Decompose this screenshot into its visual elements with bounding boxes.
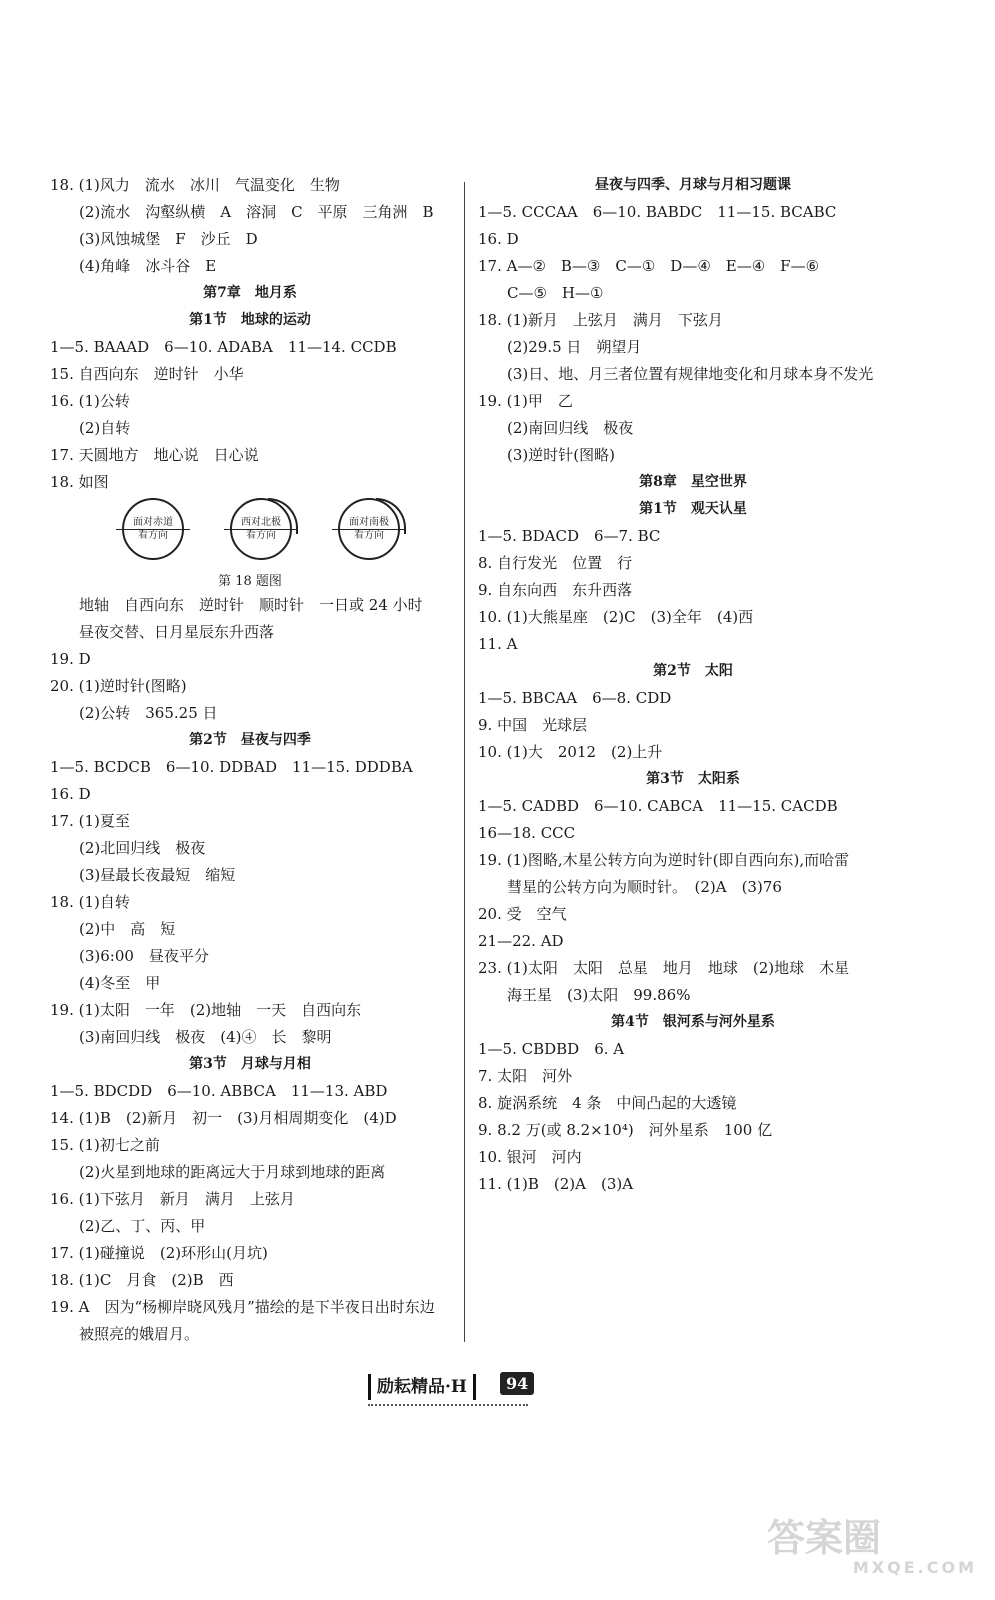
answer-line: 19. (1)图略,木星公转方向为逆时针(即自西向东),而哈雷 bbox=[478, 851, 850, 869]
answer-line: 16. D bbox=[478, 230, 519, 248]
answer-line: 1—5. CBDBD 6. A bbox=[478, 1040, 625, 1058]
answer-line: 1—5. BAAAD 6—10. ADABA 11—14. CCDB bbox=[50, 338, 397, 356]
watermark-title: 答案圈 bbox=[767, 1516, 882, 1560]
answer-line: 19. D bbox=[50, 650, 91, 668]
section-heading: 第7章 地月系 bbox=[203, 285, 297, 301]
circle-south-pole: 面对南极 看方向 bbox=[338, 498, 400, 560]
watermark-logo bbox=[767, 1518, 977, 1578]
section-heading: 第3节 太阳系 bbox=[646, 771, 740, 787]
answer-line: (3)南回归线 极夜 (4)④ 长 黎明 bbox=[79, 1028, 332, 1046]
answer-line: 17. (1)碰撞说 (2)环形山(月坑) bbox=[50, 1244, 268, 1262]
circle-equator: 面对赤道 看方向 bbox=[122, 498, 184, 560]
answer-line: 17. (1)夏至 bbox=[50, 812, 130, 830]
section-heading: 第2节 太阳 bbox=[653, 663, 733, 679]
answer-line: 9. 8.2 万(或 8.2×10⁴) 河外星系 100 亿 bbox=[478, 1121, 773, 1139]
answer-line: 18. (1)自转 bbox=[50, 893, 130, 911]
footer-rule bbox=[368, 1404, 528, 1406]
answer-line: 18. (1)新月 上弦月 满月 下弦月 bbox=[478, 311, 723, 329]
answer-line: (2)北回归线 极夜 bbox=[79, 839, 206, 857]
answer-line: 1—5. BDCDD 6—10. ABBCA 11—13. ABD bbox=[50, 1082, 388, 1100]
answer-line: 21—22. AD bbox=[478, 932, 564, 950]
rotation-diagram bbox=[50, 496, 450, 572]
answer-line: C—⑤ H—① bbox=[507, 284, 604, 302]
answer-line: 18. 如图 bbox=[50, 473, 109, 491]
section-heading: 第8章 星空世界 bbox=[639, 474, 747, 490]
answer-line: 18. (1)风力 流水 冰川 气温变化 生物 bbox=[50, 176, 340, 194]
answer-line: (4)冬至 甲 bbox=[79, 974, 161, 992]
answer-line: (3)6:00 昼夜平分 bbox=[79, 947, 209, 965]
answer-line: 15. (1)初七之前 bbox=[50, 1136, 160, 1154]
answer-line: (2)乙、丁、丙、甲 bbox=[79, 1217, 206, 1235]
answer-line: 1—5. BBCAA 6—8. CDD bbox=[478, 689, 672, 707]
answer-line: 16—18. CCC bbox=[478, 824, 576, 842]
answer-line: 彗星的公转方向为顺时针。 (2)A (3)76 bbox=[507, 878, 782, 896]
answer-line: 17. A—② B—③ C—① D—④ E—④ F—⑥ bbox=[478, 257, 820, 275]
circle-north-pole: 西对北极 看方向 bbox=[230, 498, 292, 560]
answer-line: 10. 银河 河内 bbox=[478, 1148, 582, 1166]
answer-line: 9. 中国 光球层 bbox=[478, 716, 588, 734]
answer-line: (2)公转 365.25 日 bbox=[79, 704, 218, 722]
watermark-url: MXQE.COM bbox=[852, 1558, 977, 1577]
answer-line: 19. A 因为“杨柳岸晓风残月”描绘的是下半夜日出时东边 bbox=[50, 1298, 435, 1316]
section-heading: 第1节 观天认星 bbox=[639, 501, 747, 517]
page-number: 94 bbox=[500, 1372, 534, 1395]
answer-line: (2)火星到地球的距离远大于月球到地球的距离 bbox=[79, 1163, 386, 1181]
answer-line: 海王星 (3)太阳 99.86% bbox=[507, 986, 691, 1004]
answer-line: 7. 太阳 河外 bbox=[478, 1067, 573, 1085]
section-heading: 第4节 银河系与河外星系 bbox=[611, 1014, 775, 1030]
answer-line: 19. (1)甲 乙 bbox=[478, 392, 573, 410]
answer-line: (4)角峰 冰斗谷 E bbox=[79, 257, 217, 275]
answer-line: 23. (1)太阳 太阳 总星 地月 地球 (2)地球 木星 bbox=[478, 959, 850, 977]
answer-line: (2)南回归线 极夜 bbox=[507, 419, 634, 437]
diagram-caption: 第 18 题图 bbox=[218, 574, 282, 589]
answer-line: 被照亮的娥眉月。 bbox=[79, 1325, 200, 1343]
answer-line: 20. (1)逆时针(图略) bbox=[50, 677, 187, 695]
answer-line: 15. 自西向东 逆时针 小华 bbox=[50, 365, 244, 383]
answer-line: 1—5. BCDCB 6—10. DDBAD 11—15. DDDBA bbox=[50, 758, 413, 776]
answer-line: 10. (1)大 2012 (2)上升 bbox=[478, 743, 663, 761]
answer-line: 昼夜交替、日月星辰东升西落 bbox=[79, 623, 275, 641]
answer-line: 20. 受 空气 bbox=[478, 905, 567, 923]
answer-line: 8. 旋涡系统 4 条 中间凸起的大透镜 bbox=[478, 1094, 737, 1112]
left-answers-bottom bbox=[50, 592, 450, 1348]
answer-line: 1—5. CADBD 6—10. CABCA 11—15. CACDB bbox=[478, 797, 838, 815]
answer-line: 10. (1)大熊星座 (2)C (3)全年 (4)西 bbox=[478, 608, 754, 626]
section-heading: 第3节 月球与月相 bbox=[189, 1056, 311, 1072]
answer-line: (3)昼最长夜最短 缩短 bbox=[79, 866, 236, 884]
right-column bbox=[478, 172, 908, 1198]
answer-line: 11. (1)B (2)A (3)A bbox=[478, 1175, 634, 1193]
left-answers-top bbox=[50, 172, 450, 496]
answer-line: (3)逆时针(图略) bbox=[507, 446, 615, 464]
answer-line: (2)中 高 短 bbox=[79, 920, 176, 938]
answer-line: 19. (1)太阳 一年 (2)地轴 一天 自西向东 bbox=[50, 1001, 362, 1019]
answer-line: (3)风蚀城堡 F 沙丘 D bbox=[79, 230, 258, 248]
answer-line: (2)自转 bbox=[79, 419, 131, 437]
section-heading: 第1节 地球的运动 bbox=[189, 312, 311, 328]
section-heading: 第2节 昼夜与四季 bbox=[189, 732, 311, 748]
answer-line: 9. 自东向西 东升西落 bbox=[478, 581, 633, 599]
answer-line: 1—5. BDACD 6—7. BC bbox=[478, 527, 661, 545]
answer-line: 16. D bbox=[50, 785, 91, 803]
answer-line: 16. (1)公转 bbox=[50, 392, 130, 410]
answer-line: 11. A bbox=[478, 635, 518, 653]
section-heading: 昼夜与四季、月球与月相习题课 bbox=[595, 177, 791, 193]
answer-line: 16. (1)下弦月 新月 满月 上弦月 bbox=[50, 1190, 295, 1208]
answer-line: 17. 天圆地方 地心说 日心说 bbox=[50, 446, 259, 464]
answer-line: (2)29.5 日 朔望月 bbox=[507, 338, 642, 356]
answer-line: (2)流水 沟壑纵横 A 溶洞 C 平原 三角洲 B bbox=[79, 203, 434, 221]
column-divider bbox=[464, 182, 465, 1342]
page-footer bbox=[368, 1372, 538, 1402]
answer-line: 1—5. CCCAA 6—10. BABDC 11—15. BCABC bbox=[478, 203, 837, 221]
answer-line: 18. (1)C 月食 (2)B 西 bbox=[50, 1271, 234, 1289]
answer-line: (3)日、地、月三者位置有规律地变化和月球本身不发光 bbox=[507, 365, 874, 383]
answer-line: 地轴 自西向东 逆时针 顺时针 一日或 24 小时 bbox=[79, 596, 423, 614]
answer-line: 8. 自行发光 位置 行 bbox=[478, 554, 633, 572]
brand-label: 励耘精品·H bbox=[368, 1374, 476, 1400]
left-column bbox=[50, 172, 450, 1348]
answer-line: 14. (1)B (2)新月 初一 (3)月相周期变化 (4)D bbox=[50, 1109, 397, 1127]
